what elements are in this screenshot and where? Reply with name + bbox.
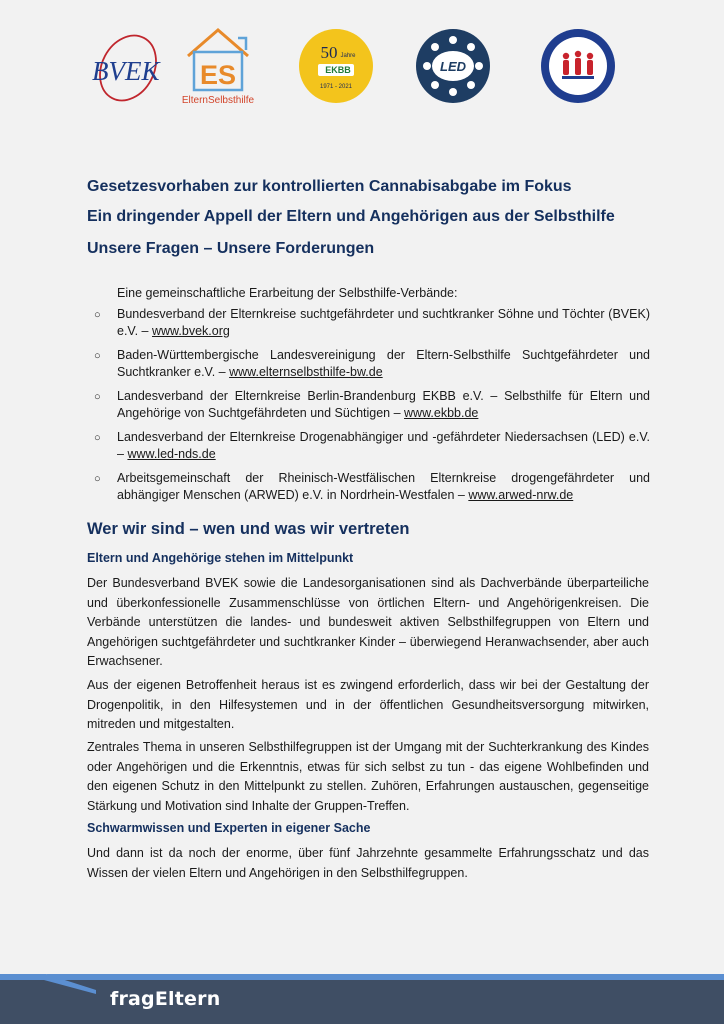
- org-link[interactable]: www.arwed-nrw.de: [468, 488, 574, 502]
- org-text: Baden-Württembergische Landesvereinigung der Eltern-Selbsthilfe Suchtgefährdeter und Suchtkranker e.V. –: [117, 348, 650, 379]
- bullet-icon: ○: [94, 391, 101, 403]
- section-title: Wer wir sind – wen und was wir vertreten: [87, 520, 410, 538]
- title-line-3: Unsere Fragen – Unsere Forderungen: [87, 240, 375, 257]
- org-link[interactable]: www.led-nds.de: [127, 447, 216, 461]
- organization-list: [94, 306, 650, 511]
- list-item: [94, 347, 650, 381]
- paragraph-4: Und dann ist da noch der enorme, über fünf Jahrzehnte gesammelte Erfahrungsschatz und das Wissen der vielen Eltern und Angehörigen in den Selbsthilfegruppen.: [87, 846, 649, 880]
- bullet-icon: ○: [94, 432, 101, 444]
- ekbb-jahre: Jahre: [340, 53, 356, 59]
- bvek-logo: [86, 30, 170, 106]
- es-logo-name: ElternSelbsthilfe: [181, 95, 255, 106]
- arwed-logo: [538, 26, 618, 106]
- org-link[interactable]: www.elternselbsthilfe-bw.de: [229, 365, 383, 379]
- list-item: [94, 388, 650, 422]
- org-text: Arbeitsgemeinschaft der Rheinisch-Westfälischen Elternkreise drogengefährdeter und abhängiger Menschen (ARWED) e.V. in Nordrhein-Westfalen –: [117, 471, 650, 502]
- org-text: Landesverband der Elternkreise Drogenabhängiger und -gefährdeter Niedersachsen (LED) e.V. –: [117, 430, 650, 461]
- title-line-1: Gesetzesvorhaben zur kontrollierten Cannabisabgabe im Fokus: [87, 178, 572, 195]
- led-logo-text: LED: [440, 59, 466, 74]
- bullet-icon: ○: [94, 473, 101, 485]
- intro-text: Eine gemeinschaftliche Erarbeitung der Selbsthilfe-Verbände:: [117, 286, 458, 300]
- title-line-2: Ein dringender Appell der Eltern und Angehörigen aus der Selbsthilfe: [87, 208, 615, 225]
- list-item: [94, 470, 650, 504]
- bullet-icon: ○: [94, 309, 101, 321]
- logo-bar: [0, 22, 724, 112]
- org-link[interactable]: www.ekbb.de: [404, 406, 479, 420]
- footer-brand: fragEltern: [110, 988, 221, 1010]
- es-logo-mark: ES: [199, 60, 237, 90]
- bullet-icon: ○: [94, 350, 101, 362]
- ekbb-name: EKBB: [325, 65, 351, 75]
- paragraph-2: Aus der eigenen Betroffenheit heraus ist es zwingend erforderlich, dass wir bei der Gestaltung der Drogenpolitik, in den Hilfesystemen und in der öffentlichen Gesundheitsversorgung mitwirken, mitreden und mitgestalten.: [87, 678, 649, 731]
- list-item: [94, 429, 650, 463]
- org-text: Bundesverband der Elternkreise suchtgefährdeter und suchtkranker Söhne und Töchter (BVEK) e.V. –: [117, 307, 650, 338]
- list-item: [94, 306, 650, 340]
- elternselbsthilfe-logo: [176, 24, 260, 108]
- org-link[interactable]: www.bvek.org: [152, 324, 230, 338]
- footer-band: [0, 972, 724, 1024]
- led-logo: [413, 26, 493, 106]
- bvek-logo-text: BVEK: [92, 56, 160, 86]
- ekbb-logo: [296, 26, 376, 106]
- subheading-1: Eltern und Angehörige stehen im Mittelpunkt: [87, 551, 354, 565]
- paragraph-1: Der Bundesverband BVEK sowie die Landesorganisationen sind als Dachverbände überparteiliche und überkonfessionelle Zusammenschlüsse von örtlichen Eltern- und Angehörigenkreisen. Die Verbände unterstützen die landes- und bundesweit aktiven Selbsthilfegruppen von Eltern und Angehörigen suchtgefährdeter und suchtkranker Kinder – überwiegend Heranwachsender, aber auch Erwachsener.: [87, 576, 649, 668]
- subheading-2: Schwarmwissen und Experten in eigener Sache: [87, 821, 371, 835]
- ekbb-years: 50: [320, 43, 338, 62]
- ekbb-range: 1971 - 2021: [319, 84, 353, 90]
- org-text: Landesverband der Elternkreise Berlin-Brandenburg EKBB e.V. – Selbsthilfe für Eltern und Angehörige von Suchtgefährdeten und Süchtigen –: [117, 389, 650, 420]
- paragraph-3: Zentrales Thema in unseren Selbsthilfegruppen ist der Umgang mit der Suchterkrankung des Kindes oder Angehörigen und die Erkenntnis, etwas für sich selbst zu tun - das eigene Wohlbefinden und den eigenen Schutz in den Mittelpunkt zu stellen. Zuhören, Erfahrungen austauschen, gegenseitige Stärkung und Motivation sind Inhalte der Gruppen-Treffen.: [87, 740, 649, 813]
